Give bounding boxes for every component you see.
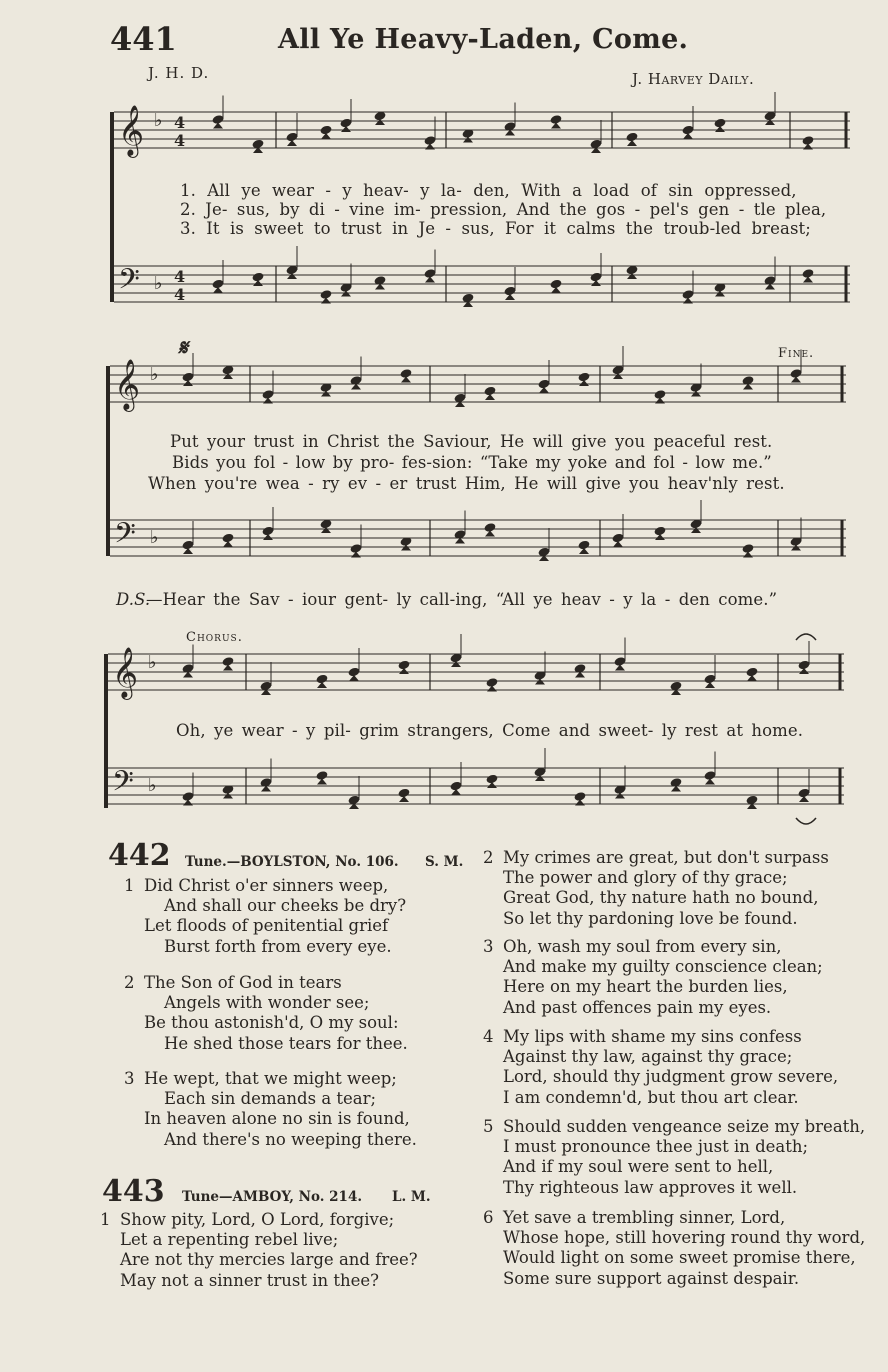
fine-label: Fine. xyxy=(778,346,815,361)
stanza-line: Are not thy mercies large and free? xyxy=(120,1250,418,1270)
stanza-line: So let thy pardoning love be found. xyxy=(503,908,798,928)
shape-note-head xyxy=(253,280,263,286)
hymn-443-meter: L. M. xyxy=(392,1189,431,1205)
flat-sign: ♭ xyxy=(150,527,159,548)
stanza-line: Great God, thy nature hath no bound, xyxy=(503,888,819,908)
hymn-number: 441 xyxy=(110,20,177,58)
shape-note-head xyxy=(317,779,327,785)
ds-line: —Hear the Sav - iour gent- ly call-ing, “All ye heav - y la - den come.” xyxy=(146,590,778,609)
bass-clef: 𝄢 xyxy=(112,765,134,805)
shape-note-head xyxy=(613,373,623,379)
shape-note-head xyxy=(223,665,233,671)
time-signature-bottom: 4 xyxy=(174,285,186,304)
shape-note-head xyxy=(425,144,435,150)
stanza-line: Show pity, Lord, O Lord, forgive; xyxy=(120,1210,395,1229)
shape-note-head xyxy=(591,280,601,286)
verse-line-4: Put your trust in Christ the Saviour, He will give you peaceful rest. xyxy=(170,432,773,451)
stanza-line: He wept, that we might weep; xyxy=(144,1069,397,1088)
shape-note-head xyxy=(485,531,495,537)
shape-note-head xyxy=(375,119,385,125)
shape-note-head xyxy=(351,552,361,558)
shape-note-head xyxy=(451,789,461,795)
shape-note-head xyxy=(535,775,545,781)
stanza-line: And shall our cheeks be dry? xyxy=(164,896,407,916)
stanza-line: I am condemn'd, but thou art clear. xyxy=(503,1087,799,1107)
stanza-number: 3 xyxy=(483,937,494,956)
stanza-line: And if my soul were sent to hell, xyxy=(503,1157,774,1177)
stanza-line: And past offences pain my eyes. xyxy=(503,997,772,1017)
verse-line-6: When you're wea - ry ev - er trust Him, He will give you heav'nly rest. xyxy=(148,474,785,493)
stanza-line: Here on my heart the burden lies, xyxy=(503,977,788,997)
stanza-line: Each sin demands a tear; xyxy=(164,1089,377,1109)
shape-note-head xyxy=(321,527,331,533)
stanza-line: Should sudden vengeance seize my breath, xyxy=(503,1117,866,1136)
stanza-line: Against thy law, against thy grace; xyxy=(503,1047,793,1067)
treble-clef: 𝄞 xyxy=(114,359,141,410)
fermata xyxy=(796,634,816,640)
stanza-line: And there's no weeping there. xyxy=(164,1129,417,1149)
hymn-443-stanza-2 xyxy=(483,848,829,929)
stanza-line: Be thou astonish'd, O my soul: xyxy=(144,1013,399,1033)
shape-note-head xyxy=(341,126,351,132)
stanza-number: 5 xyxy=(483,1117,494,1136)
flat-sign: ♭ xyxy=(154,110,163,131)
fermata xyxy=(796,818,816,824)
time-signature-bottom: 4 xyxy=(174,131,186,150)
shape-note-head xyxy=(705,779,715,785)
stanza-line: Oh, wash my soul from every sin, xyxy=(503,937,782,956)
stanza-number: 1 xyxy=(124,876,135,895)
shape-note-head xyxy=(791,377,801,383)
shape-note-head xyxy=(539,387,549,393)
segno-sign: 𝄋 xyxy=(178,335,188,361)
shape-note-head xyxy=(551,287,561,293)
hymn-443-stanza-1 xyxy=(100,1210,418,1291)
shape-note-head xyxy=(487,686,497,692)
bass-clef: 𝄢 xyxy=(114,517,136,557)
shape-note-head xyxy=(399,796,409,802)
shape-note-head xyxy=(321,133,331,139)
verse-line-2: 2. Je- sus, by di - vine im- pression, And the gos - pel's gen - tle plea, xyxy=(180,200,827,219)
shape-note-head xyxy=(683,298,693,304)
shape-note-head xyxy=(487,782,497,788)
stanza-number: 6 xyxy=(483,1208,494,1227)
time-signature-top: 4 xyxy=(174,267,186,286)
stanza-number: 3 xyxy=(124,1069,135,1088)
stanza-line: He shed those tears for thee. xyxy=(164,1033,408,1053)
hymn-443-tune: Tune—AMBOY, No. 214. xyxy=(182,1189,363,1205)
stanza-line: My lips with shame my sins confess xyxy=(503,1027,802,1046)
stanza-line: Let a repenting rebel live; xyxy=(120,1230,339,1250)
flat-sign: ♭ xyxy=(148,775,157,796)
treble-clef: 𝄞 xyxy=(112,647,139,698)
author-credit: J. H. D. xyxy=(148,64,210,82)
shape-note-head xyxy=(321,298,331,304)
hymn-title: All Ye Heavy-Laden, Come. xyxy=(278,24,689,55)
shape-note-head xyxy=(575,800,585,806)
shape-note-head xyxy=(451,661,461,667)
shape-note-head xyxy=(803,144,813,150)
stanza-number: 1 xyxy=(100,1210,111,1229)
shape-note-head xyxy=(213,123,223,129)
shape-note-head xyxy=(799,668,809,674)
shape-note-head xyxy=(613,541,623,547)
stanza-line: Thy righteous law approves it well. xyxy=(503,1177,798,1197)
shape-note-head xyxy=(655,398,665,404)
shape-note-head xyxy=(627,273,637,279)
stanza-line: Burst forth from every eye. xyxy=(164,936,392,956)
ds-label: D.S. xyxy=(116,590,151,609)
shape-note-head xyxy=(485,394,495,400)
shape-note-head xyxy=(223,373,233,379)
hymn-442-meter: S. M. xyxy=(425,854,464,870)
hymn-443-number: 443 xyxy=(102,1174,165,1209)
hymn-442-stanza-1 xyxy=(124,876,407,957)
shape-note-head xyxy=(263,398,273,404)
stanza-line: Yet save a trembling sinner, Lord, xyxy=(503,1208,786,1227)
stanza-line: And make my guilty conscience clean; xyxy=(503,957,823,977)
shape-note-head xyxy=(263,534,273,540)
stanza-line: May not a sinner trust in thee? xyxy=(120,1270,379,1290)
bass-clef: 𝄢 xyxy=(118,263,140,303)
stanza-line: Lord, should thy judgment grow severe, xyxy=(503,1067,839,1087)
stanza-number: 2 xyxy=(124,973,135,992)
composer-credit: J. Harvey Daily. xyxy=(632,70,755,88)
shape-note-head xyxy=(399,668,409,674)
shape-note-head xyxy=(183,380,193,386)
shape-note-head xyxy=(715,126,725,132)
shape-note-head xyxy=(705,682,715,688)
verse-line-3: 3. It is sweet to trust in Je - sus, For it calms the troub-led breast; xyxy=(180,219,811,238)
shape-note-head xyxy=(691,527,701,533)
time-signature-top: 4 xyxy=(174,113,186,132)
shape-note-head xyxy=(317,682,327,688)
hymn-443-stanza-4 xyxy=(483,1027,839,1108)
shape-note-head xyxy=(615,665,625,671)
hymn-443-stanza-3 xyxy=(483,937,823,1018)
hymn-442-stanza-3 xyxy=(124,1069,417,1150)
chorus-label: Chorus. xyxy=(186,630,243,645)
hymn-442-tune: Tune.—BOYLSTON, No. 106. xyxy=(185,854,399,870)
shape-note-head xyxy=(425,277,435,283)
hymn-443-stanza-6 xyxy=(483,1208,866,1289)
shape-note-head xyxy=(655,534,665,540)
shape-note-head xyxy=(213,287,223,293)
flat-sign: ♭ xyxy=(154,273,163,294)
hymn-443-stanza-5 xyxy=(483,1117,866,1198)
stanza-line: Some sure support against despair. xyxy=(503,1268,800,1288)
shape-note-head xyxy=(551,123,561,129)
shape-note-head xyxy=(287,140,297,146)
stanza-number: 2 xyxy=(483,848,494,867)
hymn-442-number: 442 xyxy=(108,838,171,873)
verse-line-5: Bids you fol - low by pro- fes-sion: “Take my yoke and fol - low me.” xyxy=(172,453,772,472)
stanza-line: Whose hope, still hovering round thy word, xyxy=(503,1228,866,1248)
stanza-line: The Son of God in tears xyxy=(144,973,342,992)
shape-note-head xyxy=(505,294,515,300)
shape-note-head xyxy=(401,377,411,383)
shape-note-head xyxy=(765,119,775,125)
hymn-442-stanza-2 xyxy=(124,973,408,1054)
shape-note-head xyxy=(683,133,693,139)
stanza-line: In heaven alone no sin is found, xyxy=(144,1109,410,1129)
stanza-line: Let floods of penitential grief xyxy=(144,916,389,936)
shape-note-head xyxy=(803,277,813,283)
flat-sign: ♭ xyxy=(148,652,157,673)
shape-note-head xyxy=(747,675,757,681)
stanza-line: Did Christ o'er sinners weep, xyxy=(144,876,389,895)
shape-note-head xyxy=(579,380,589,386)
shape-note-head xyxy=(743,552,753,558)
shape-note-head xyxy=(183,548,193,554)
shape-note-head xyxy=(579,548,589,554)
shape-note-head xyxy=(799,796,809,802)
stanza-line: Angels with wonder see; xyxy=(164,993,370,1013)
shape-note-head xyxy=(287,273,297,279)
stanza-line: My crimes are great, but don't surpass xyxy=(503,848,829,867)
shape-note-head xyxy=(183,800,193,806)
shape-note-head xyxy=(349,675,359,681)
shape-note-head xyxy=(627,140,637,146)
verse-line-1: 1. All ye wear - y heav- y la- den, With a load of sin oppressed, xyxy=(180,181,797,200)
stanza-number: 4 xyxy=(483,1027,494,1046)
stanza-line: I must pronounce thee just in death; xyxy=(503,1137,809,1157)
shape-note-head xyxy=(223,541,233,547)
stanza-line: Would light on some sweet promise there, xyxy=(503,1248,856,1268)
flat-sign: ♭ xyxy=(150,364,159,385)
chorus-line: Oh, ye wear - y pil- grim strangers, Come and sweet- ly rest at home. xyxy=(176,721,804,740)
stanza-line: The power and glory of thy grace; xyxy=(503,868,788,888)
treble-clef: 𝄞 xyxy=(118,105,145,156)
